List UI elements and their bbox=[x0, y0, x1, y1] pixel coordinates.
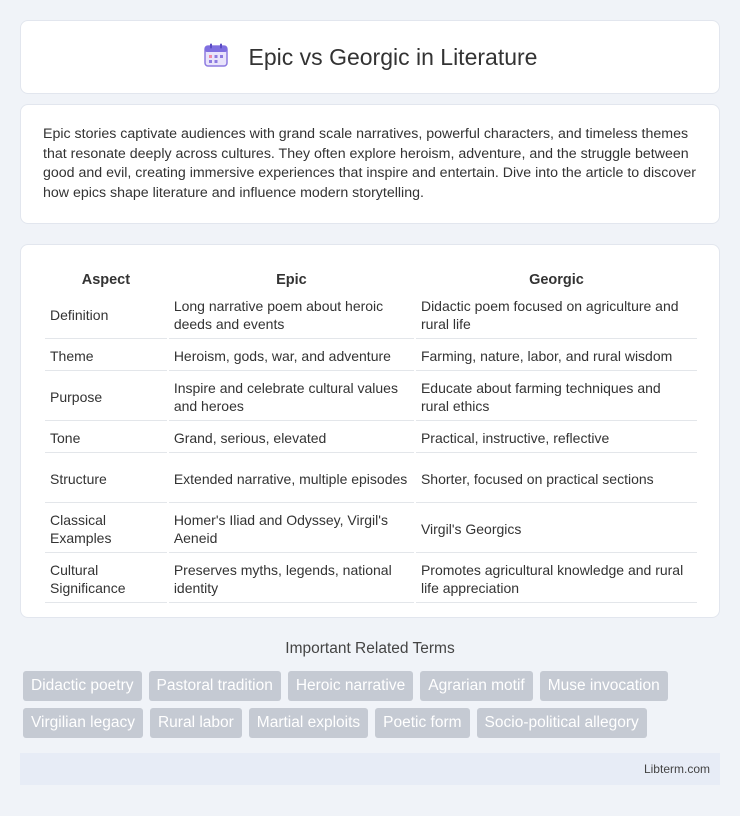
table-row bbox=[45, 373, 697, 421]
tag-poetic-form[interactable]: Poetic form bbox=[375, 708, 469, 738]
cell-georgic: Educate about farming techniques and rural ethics bbox=[416, 373, 697, 421]
cell-epic: Long narrative poem about heroic deeds and events bbox=[169, 291, 414, 339]
cell-aspect: Classical Examples bbox=[45, 505, 167, 553]
table-row bbox=[45, 505, 697, 553]
header-card bbox=[20, 20, 720, 94]
tag-rural-labor[interactable]: Rural labor bbox=[150, 708, 242, 738]
table-row bbox=[45, 555, 697, 603]
tag-agrarian-motif[interactable]: Agrarian motif bbox=[420, 671, 532, 701]
header-georgic: Georgic bbox=[529, 271, 584, 288]
cell-epic: Grand, serious, elevated bbox=[169, 423, 414, 453]
table-row bbox=[45, 455, 697, 503]
table-row bbox=[45, 423, 697, 453]
header-aspect: Aspect bbox=[81, 271, 131, 288]
comparison-table bbox=[43, 265, 699, 605]
tag-socio-political-allegory[interactable]: Socio-political allegory bbox=[477, 708, 647, 738]
table-header-row bbox=[45, 267, 697, 289]
related-terms-title: Important Related Terms bbox=[285, 640, 455, 657]
cell-georgic: Farming, nature, labor, and rural wisdom bbox=[416, 341, 697, 371]
tag-didactic-poetry[interactable]: Didactic poetry bbox=[23, 671, 142, 701]
tag-pastoral-tradition[interactable]: Pastoral tradition bbox=[149, 671, 281, 701]
related-terms-list bbox=[23, 671, 723, 738]
cell-epic: Extended narrative, multiple episodes bbox=[169, 455, 414, 503]
cell-georgic: Shorter, focused on practical sections bbox=[416, 455, 697, 503]
tag-muse-invocation[interactable]: Muse invocation bbox=[540, 671, 668, 701]
cell-aspect: Theme bbox=[45, 341, 167, 371]
comparison-card bbox=[20, 244, 720, 618]
cell-epic: Heroism, gods, war, and adventure bbox=[169, 341, 414, 371]
tag-heroic-narrative[interactable]: Heroic narrative bbox=[288, 671, 413, 701]
intro-text: Epic stories captivate audiences with grand scale narratives, powerful characters, and timeless themes that resonate deeply across cultures. They often explore heroism, adventure, and the struggle between good and evil, creating immersive experiences that inspire and entertain. Dive into the article to discover how epics shape literature and influence modern storytelling. bbox=[43, 126, 696, 201]
header-epic: Epic bbox=[276, 271, 307, 288]
table-row bbox=[45, 341, 697, 371]
cell-georgic: Virgil's Georgics bbox=[416, 505, 697, 553]
footer-site-link[interactable]: Libterm.com bbox=[643, 762, 710, 776]
cell-epic: Homer's Iliad and Odyssey, Virgil's Aeneid bbox=[169, 505, 414, 553]
cell-aspect: Structure bbox=[45, 455, 167, 503]
title-wrap bbox=[203, 42, 538, 73]
intro-card bbox=[20, 104, 720, 224]
tag-martial-exploits[interactable]: Martial exploits bbox=[249, 708, 368, 738]
cell-aspect: Purpose bbox=[45, 373, 167, 421]
cell-aspect: Tone bbox=[45, 423, 167, 453]
cell-epic: Inspire and celebrate cultural values and heroes bbox=[169, 373, 414, 421]
cell-georgic: Promotes agricultural knowledge and rural life appreciation bbox=[416, 555, 697, 603]
cell-epic: Preserves myths, legends, national identity bbox=[169, 555, 414, 603]
calendar-icon bbox=[203, 42, 229, 73]
table-row bbox=[45, 291, 697, 339]
tag-virgilian-legacy[interactable]: Virgilian legacy bbox=[23, 708, 143, 738]
cell-aspect: Cultural Significance bbox=[45, 555, 167, 603]
page-title: Epic vs Georgic in Literature bbox=[248, 43, 538, 70]
cell-georgic: Didactic poem focused on agriculture and rural life bbox=[416, 291, 697, 339]
cell-georgic: Practical, instructive, reflective bbox=[416, 423, 697, 453]
footer bbox=[20, 753, 720, 785]
cell-aspect: Definition bbox=[45, 291, 167, 339]
